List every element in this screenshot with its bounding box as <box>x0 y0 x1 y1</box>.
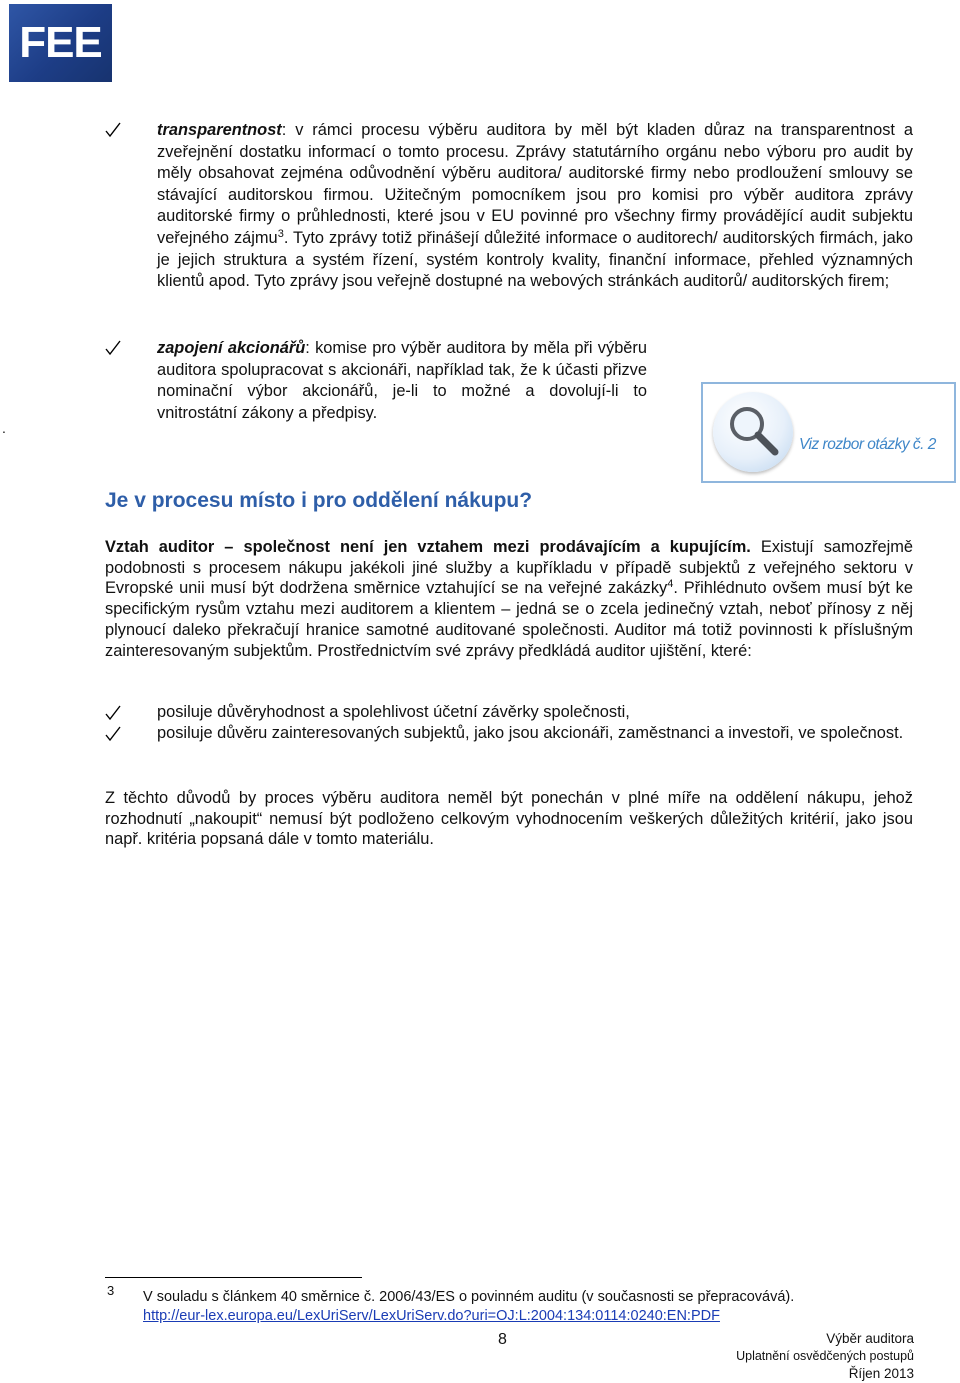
checkmark-icon <box>105 122 121 138</box>
paragraph-text: Existují samozřejmě podobnosti s procesem nákupu jakékoli jiné služby a kupříkladu v případě subjektů z veřejného sektoru v Evropské unii musí být dodržena směrnice vztahující se na veřejné zakázky <box>105 538 914 598</box>
checkmark-icon <box>105 340 121 356</box>
margin-mark: . <box>2 420 6 436</box>
footnote-ref[interactable]: 3 <box>277 227 284 240</box>
footer-title: Výběr auditora <box>826 1331 914 1346</box>
checkmark-icon <box>105 705 121 721</box>
footer-info <box>736 1330 914 1383</box>
callout-box[interactable] <box>701 382 956 483</box>
section-heading: Je v procesu místo i pro oddělení nákupu? <box>105 489 533 512</box>
footnote-text-block <box>143 1288 794 1326</box>
footnote-ref[interactable]: 4 <box>667 578 674 591</box>
footnote-link[interactable]: http://eur-lex.europa.eu/LexUriServ/LexUriServ.do?uri=OJ:L:2004:134:0114:0240:EN:PDF <box>143 1308 720 1324</box>
bullet-text: : komise pro výběr auditora by měla při výběru auditora spolupracovat s akcionáři, například tak, že k účasti přizve nominační výbor akcionářů, je-li to možné a dovolují-li to vnitrostátní zákony a předpisy. <box>157 339 648 422</box>
paragraph-bold-lead: Vztah auditor – společnost není jen vztahem mezi prodávajícím a kupujícím. <box>105 538 751 556</box>
footer-date: Říjen 2013 <box>848 1366 914 1381</box>
footnote-divider <box>105 1277 362 1278</box>
checkmark-icon <box>105 726 121 742</box>
footnote-number: 3 <box>107 1283 115 1298</box>
footnote-text: V souladu s článkem 40 směrnice č. 2006/43/ES o povinném auditu (v současnosti se přepracovává). <box>143 1289 795 1305</box>
paragraph-conclusion: Z těchto důvodů by proces výběru auditora neměl být ponechán v plné míře na oddělení nákupu, jehož rozhodnutí „nakoupit“ nemusí být podloženo celkovým vyhodnocením veškerých důležitých kritérií, jako jsou např. kritéria popsaná dále v tomto materiálu. <box>105 789 913 849</box>
bullet-term: zapojení akcionářů <box>157 339 306 357</box>
magnifier-icon <box>713 392 793 472</box>
paragraph-relationship <box>105 537 913 661</box>
bullet-reliability: posiluje důvěryhodnost a spolehlivost účetní závěrky společnosti, <box>157 703 630 721</box>
fee-logo <box>9 4 112 82</box>
bullet-shareholders <box>157 338 647 424</box>
bullet-transparency <box>157 120 913 293</box>
footer-subtitle: Uplatnění osvědčených postupů <box>736 1348 914 1363</box>
bullet-trust: posiluje důvěru zainteresovaných subjektů, jako jsou akcionáři, zaměstnanci a investoři, ve společnost. <box>157 724 904 742</box>
bullet-text-after: . Tyto zprávy totiž přinášejí důležité informace o auditorech/ auditorských firmách, jako je jejich struktura a systém řízení, systém kontroly kvality, finanční informace, přehled významných klientů apod. Tyto zprávy jsou veřejně dostupné na webových stránkách auditorů/ auditorských firem; <box>157 228 914 291</box>
paragraph-text-after: . Přihlédnuto ovšem musí být ke specifickým rysům vztahu mezi auditorem a klientem – jedná se o zcela jedinečný vztah, neboť přínosy z něj plynoucí daleko překračují hranice samotné auditované společnosti. Auditor má totiž povinnosti k příslušným zainteresovaným subjektům. Prostřednictvím své zprávy předkládá auditor ujištění, které: <box>105 579 913 660</box>
callout-text: Viz rozbor otázky č. 2 <box>799 436 936 453</box>
bullet-term: transparentnost <box>157 121 282 139</box>
page-number: 8 <box>498 1331 507 1348</box>
logo-text: FEE <box>19 18 102 67</box>
bullet-text: : v rámci procesu výběru auditora by měl být kladen důraz na transparentnost a zveřejnění dostatku informací o tomto procesu. Zprávy statutárního orgánu nebo výboru pro audit by měly obsahovat zejména odůvodnění výběru auditora/ auditorské firmy nebo prodloužení smlouvy se stávající auditorskou firmou. Užitečným pomocníkem jsou pro komisi pro výběr auditora zprávy auditorské firmy o průhlednosti, které jsou v EU povinné pro všechny firmy provádějící audit subjektu veřejného zájmu <box>157 121 913 247</box>
